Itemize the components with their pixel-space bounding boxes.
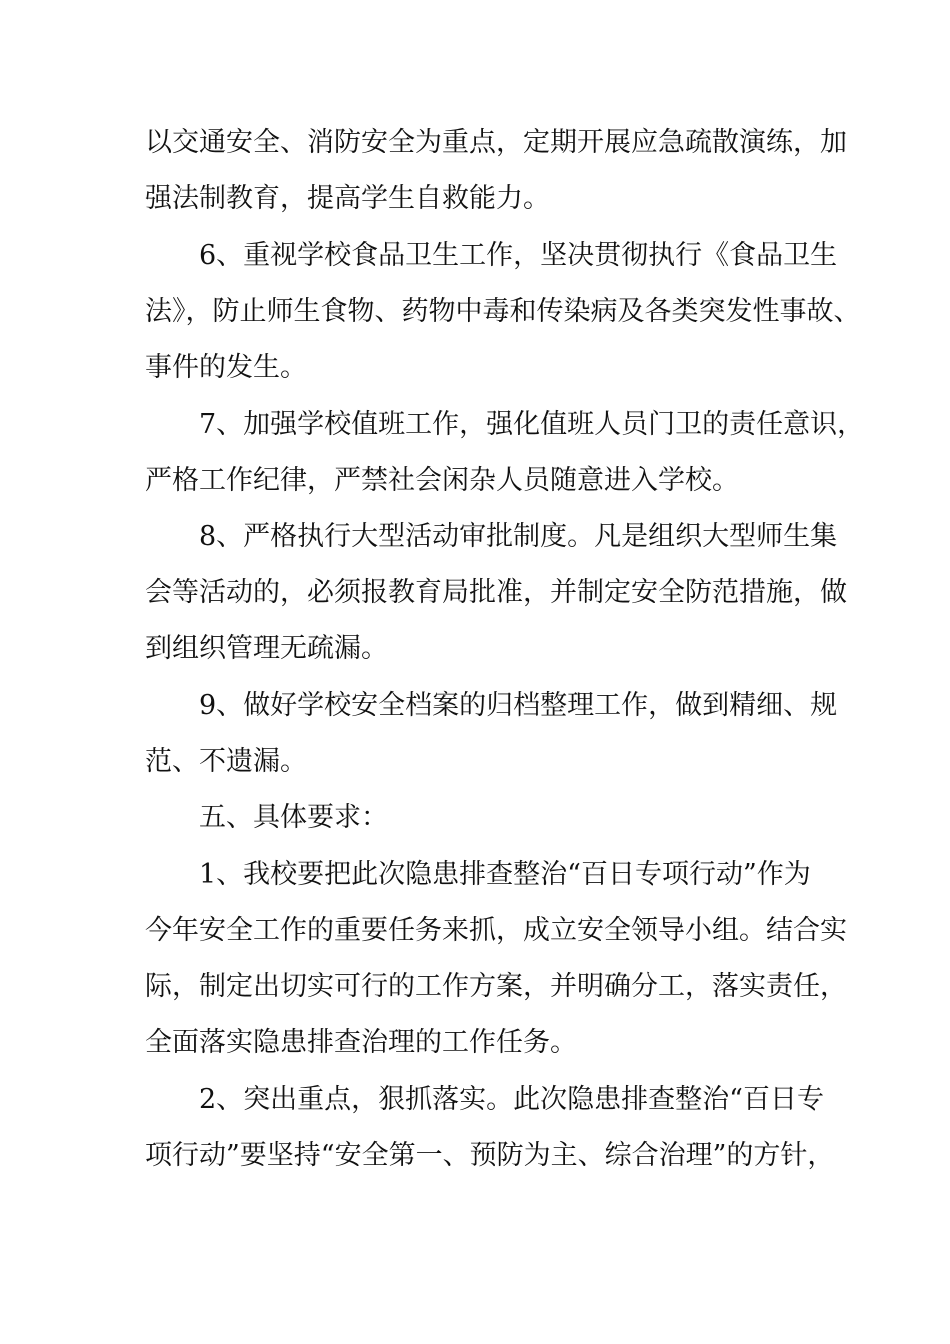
text-line: 项行动”要坚持“安全第一、预防为主、综合治理”的方针， bbox=[145, 1140, 835, 1171]
text-line: 7、加强学校值班工作，强化值班人员门卫的责任意识， bbox=[145, 409, 865, 440]
text-line: 会等活动的，必须报教育局批准，并制定安全防范措施，做 bbox=[145, 577, 847, 608]
text-line: 以交通安全、消防安全为重点，定期开展应急疏散演练，加 bbox=[145, 127, 847, 158]
text-line: 9、做好学校安全档案的归档整理工作，做到精细、规 bbox=[145, 690, 838, 721]
text-line: 今年安全工作的重要任务来抓，成立安全领导小组。结合实 bbox=[145, 915, 847, 946]
text-line: 范、不遗漏。 bbox=[145, 746, 307, 777]
text-line: 五、具体要求： bbox=[145, 802, 388, 833]
text-line: 2、突出重点，狠抓落实。此次隐患排查整治“百日专 bbox=[145, 1084, 824, 1115]
text-line: 严格工作纪律，严禁社会闲杂人员随意进入学校。 bbox=[145, 465, 739, 496]
text-line: 8、严格执行大型活动审批制度。凡是组织大型师生集 bbox=[145, 521, 838, 552]
text-line: 际，制定出切实可行的工作方案，并明确分工，落实责任， bbox=[145, 971, 847, 1002]
text-line: 全面落实隐患排查治理的工作任务。 bbox=[145, 1027, 577, 1058]
text-line: 法》，防止师生食物、药物中毒和传染病及各类突发性事故、 bbox=[145, 296, 861, 327]
text-line: 事件的发生。 bbox=[145, 352, 307, 383]
text-line: 强法制教育，提高学生自救能力。 bbox=[145, 183, 550, 214]
text-line: 6、重视学校食品卫生工作，坚决贯彻执行《食品卫生 bbox=[145, 240, 838, 271]
text-line: 1、我校要把此次隐患排查整治“百日专项行动”作为 bbox=[145, 859, 811, 890]
text-line: 到组织管理无疏漏。 bbox=[145, 633, 388, 664]
